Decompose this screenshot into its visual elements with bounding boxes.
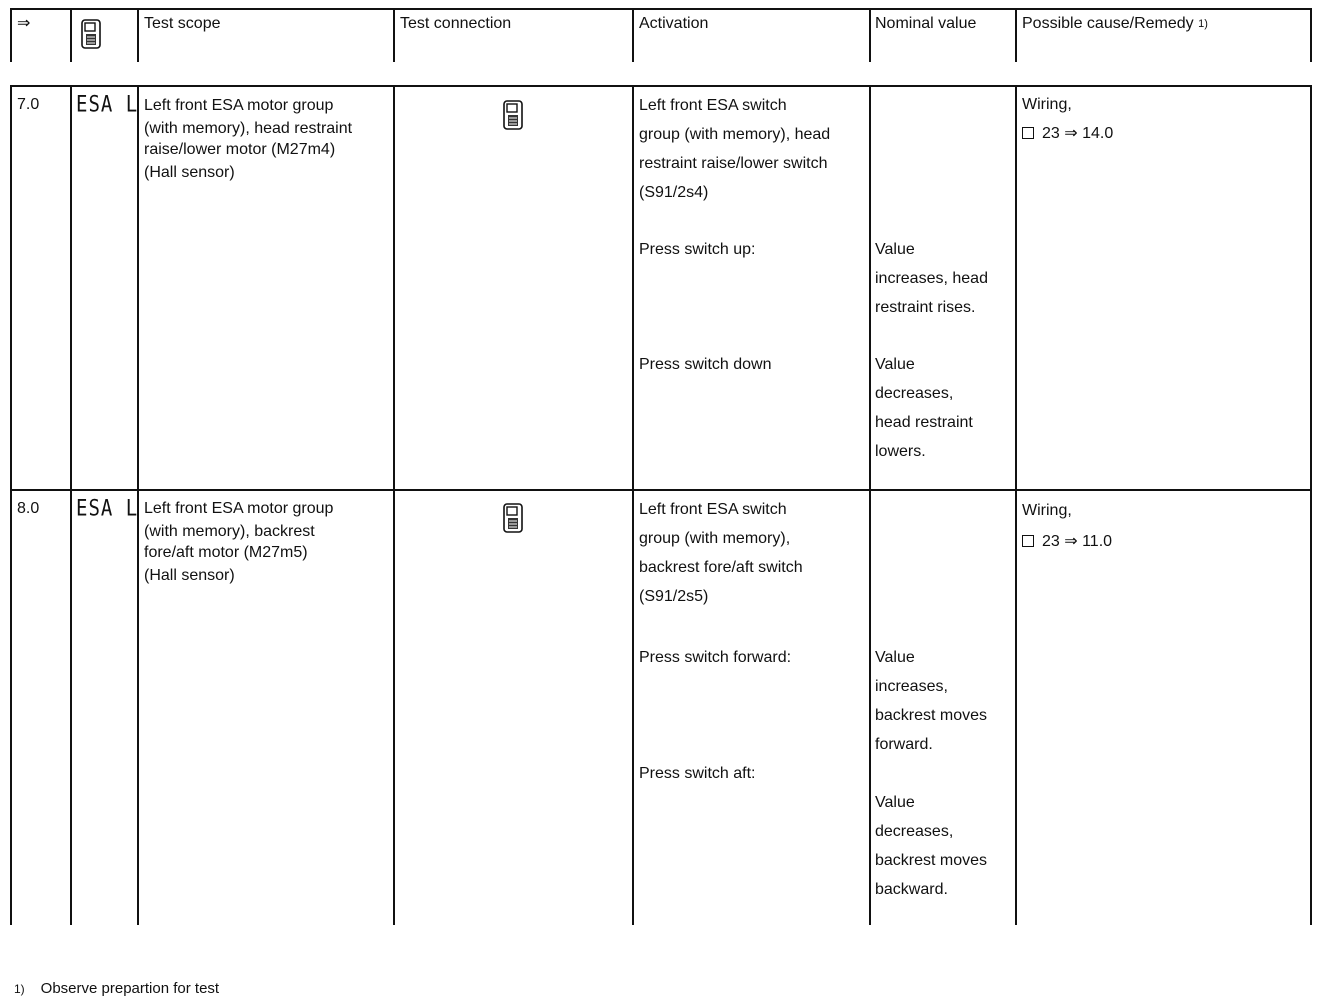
scope-line: (Hall sensor) bbox=[144, 567, 235, 584]
nominal-line: lowers. bbox=[875, 443, 926, 460]
header-top-border bbox=[10, 8, 1312, 10]
remedy-text bbox=[1022, 495, 1112, 557]
row-border bbox=[10, 85, 1312, 87]
checkbox-icon bbox=[1022, 127, 1034, 139]
activation-step: Press switch forward: bbox=[639, 649, 792, 666]
nominal-value-header: Nominal value bbox=[875, 15, 977, 32]
activation-line: (S91/2s4) bbox=[639, 184, 709, 201]
remedy-line: Wiring, bbox=[1022, 502, 1072, 519]
activation-step: Press switch aft: bbox=[639, 765, 756, 782]
nominal-line: forward. bbox=[875, 736, 933, 753]
nominal-line: backrest moves bbox=[875, 707, 988, 724]
header-divider bbox=[70, 8, 72, 62]
test-scope-text bbox=[144, 94, 352, 184]
activation-line: (S91/2s5) bbox=[639, 588, 709, 605]
row-border bbox=[10, 489, 1312, 491]
nominal-line: Value bbox=[875, 649, 915, 666]
footnote-ref: 1) bbox=[1198, 18, 1208, 30]
display-code: ESA L bbox=[76, 496, 139, 522]
nominal-line: increases, bbox=[875, 678, 948, 695]
remedy-ref: 23 ⇒ 11.0 bbox=[1042, 533, 1113, 550]
activation-line: Left front ESA switch bbox=[639, 97, 787, 114]
test-scope-header: Test scope bbox=[144, 15, 221, 32]
scope-line: (with memory), backrest bbox=[144, 523, 315, 540]
header-divider bbox=[393, 8, 395, 62]
column-divider bbox=[632, 85, 634, 925]
nominal-line: Value bbox=[875, 794, 915, 811]
tester-device-icon bbox=[502, 99, 524, 136]
scope-line: raise/lower motor (M27m4) bbox=[144, 141, 336, 158]
column-divider bbox=[10, 85, 12, 925]
nominal-line: backrest moves bbox=[875, 852, 988, 869]
nominal-line: head restraint bbox=[875, 414, 973, 431]
header-divider bbox=[1310, 8, 1312, 62]
tester-device-icon bbox=[80, 18, 102, 55]
activation-text bbox=[639, 91, 830, 207]
header-divider bbox=[137, 8, 139, 62]
remedy-header bbox=[1022, 13, 1208, 35]
row-number: 8.0 bbox=[17, 500, 40, 517]
nominal-value-text bbox=[875, 788, 987, 904]
row-number: 7.0 bbox=[17, 96, 40, 113]
activation-header: Activation bbox=[639, 15, 709, 32]
nominal-value-text bbox=[875, 643, 987, 759]
activation-line: group (with memory), bbox=[639, 530, 791, 547]
column-divider bbox=[70, 85, 72, 925]
nominal-line: restraint rises. bbox=[875, 299, 976, 316]
activation-line: Left front ESA switch bbox=[639, 501, 787, 518]
nominal-line: increases, head bbox=[875, 270, 988, 287]
scope-line: Left front ESA motor group bbox=[144, 500, 334, 517]
footnote-marker: 1) bbox=[14, 982, 25, 996]
header-divider bbox=[632, 8, 634, 62]
nominal-line: decreases, bbox=[875, 823, 954, 840]
header-divider bbox=[1015, 8, 1017, 62]
activation-line: restraint raise/lower switch bbox=[639, 155, 828, 172]
column-divider bbox=[1015, 85, 1017, 925]
activation-step: Press switch down bbox=[639, 356, 772, 373]
header-divider bbox=[10, 8, 12, 62]
arrow-header: ⇒ bbox=[17, 15, 31, 32]
activation-line: group (with memory), head bbox=[639, 126, 831, 143]
nominal-line: decreases, bbox=[875, 385, 954, 402]
nominal-value-text bbox=[875, 235, 988, 322]
activation-step: Press switch up: bbox=[639, 241, 756, 258]
remedy-header-label: Possible cause/Remedy bbox=[1022, 15, 1194, 32]
nominal-line: backward. bbox=[875, 881, 948, 898]
activation-line: backrest fore/aft switch bbox=[639, 559, 803, 576]
activation-text bbox=[639, 495, 803, 611]
display-code: ESA L bbox=[76, 92, 139, 118]
remedy-ref: 23 ⇒ 14.0 bbox=[1042, 125, 1114, 142]
scope-line: (Hall sensor) bbox=[144, 164, 235, 181]
nominal-line: Value bbox=[875, 241, 915, 258]
remedy-text bbox=[1022, 90, 1113, 148]
remedy-ref-line bbox=[1022, 119, 1113, 148]
footnote bbox=[14, 980, 219, 997]
column-divider bbox=[1310, 85, 1312, 925]
test-connection-header: Test connection bbox=[400, 15, 512, 32]
test-scope-text bbox=[144, 497, 333, 587]
nominal-line: Value bbox=[875, 356, 915, 373]
nominal-value-text bbox=[875, 350, 973, 466]
scope-line: fore/aft motor (M27m5) bbox=[144, 544, 308, 561]
scope-line: Left front ESA motor group bbox=[144, 97, 334, 114]
remedy-line: Wiring, bbox=[1022, 96, 1072, 113]
column-divider bbox=[869, 85, 871, 925]
header-divider bbox=[869, 8, 871, 62]
footnote-text: Observe prepartion for test bbox=[40, 980, 220, 997]
scope-line: (with memory), head restraint bbox=[144, 120, 353, 137]
column-divider bbox=[393, 85, 395, 925]
remedy-ref-line bbox=[1022, 526, 1112, 557]
checkbox-icon bbox=[1022, 535, 1034, 547]
tester-device-icon bbox=[502, 502, 524, 539]
